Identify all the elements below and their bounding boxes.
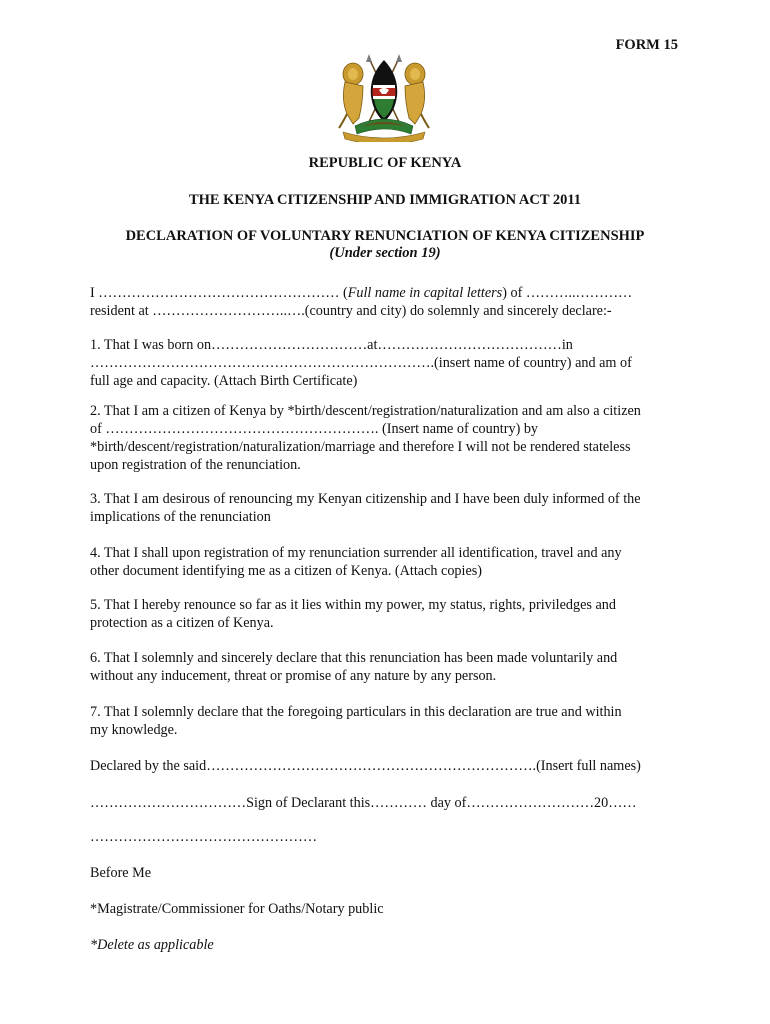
intro-line-1 xyxy=(90,284,682,302)
clause-7-line: my knowledge. xyxy=(90,722,178,738)
clause-1-line: ……………………………………………………………….(insert name of country) and am of xyxy=(90,355,632,371)
clause-5-line: protection as a citizen of Kenya. xyxy=(90,615,274,631)
clause-6-line: without any inducement, threat or promise of any nature by any person. xyxy=(90,668,497,684)
clause-6-line: 6. That I solemnly and sincerely declare that this renunciation has been made voluntarily and xyxy=(90,650,618,666)
republic-heading: REPUBLIC OF KENYA xyxy=(308,155,462,171)
intro-line-1-a: I …………………………………………… ( xyxy=(90,285,348,301)
clause-2-line: *birth/descent/registration/naturalization/marriage and therefore I will not be rendered stateless xyxy=(90,439,631,455)
clause-6 xyxy=(90,649,682,685)
intro-line-1-b: ) of ………..………… xyxy=(502,285,633,301)
section-reference: (Under section 19) xyxy=(329,245,441,261)
intro-line-1-italic: Full name in capital letters xyxy=(347,285,503,301)
clause-1-line: 1. That I was born on……………………………at…………………………………in xyxy=(90,337,573,353)
declared-by-line: Declared by the said…………………………………………………………….(Insert full names) xyxy=(90,758,641,774)
magistrate-label: *Magistrate/Commissioner for Oaths/Notary public xyxy=(90,901,384,917)
clause-1-line: full age and capacity. (Attach Birth Certificate) xyxy=(90,373,358,389)
clause-7-line: 7. That I solemnly declare that the foregoing particulars in this declaration are true and within xyxy=(90,704,622,720)
declaration-title: DECLARATION OF VOLUNTARY RENUNCIATION OF KENYA CITIZENSHIP xyxy=(125,228,645,244)
clause-3-line: 3. That I am desirous of renouncing my Kenyan citizenship and I have been duly informed of the xyxy=(90,491,641,507)
clause-5 xyxy=(90,596,682,632)
clause-2 xyxy=(90,402,682,474)
act-heading: THE KENYA CITIZENSHIP AND IMMIGRATION ACT 2011 xyxy=(188,192,582,208)
before-me-label: Before Me xyxy=(90,865,152,881)
clause-2-line: of …………………………………………………. (Insert name of country) by xyxy=(90,421,539,437)
form-number: FORM 15 xyxy=(615,37,678,53)
clause-2-line: 2. That I am a citizen of Kenya by *birth/descent/registration/naturalization and am also a citizen xyxy=(90,403,641,419)
intro-paragraph xyxy=(90,284,682,320)
clause-2-line: upon registration of the renunciation. xyxy=(90,457,301,473)
clause-1 xyxy=(90,336,682,390)
intro-line-2: resident at ………………………..….(country and city) do solemnly and sincerely declare:- xyxy=(90,303,612,319)
clause-3-line: implications of the renunciation xyxy=(90,509,271,525)
sign-of-declarant-line: ……………………………Sign of Declarant this………… day of………………………20…… xyxy=(90,795,637,811)
clause-4-line: 4. That I shall upon registration of my renunciation surrender all identification, travel and any xyxy=(90,545,622,561)
clause-5-line: 5. That I hereby renounce so far as it lies within my power, my status, rights, priviledges and xyxy=(90,597,616,613)
signature-blank-line: ………………………………………… xyxy=(90,829,317,845)
clause-4-line: other document identifying me as a citizen of Kenya. (Attach copies) xyxy=(90,563,482,579)
delete-note: *Delete as applicable xyxy=(90,937,214,953)
clause-4 xyxy=(90,544,682,580)
kenya-coat-of-arms-icon xyxy=(333,52,435,142)
clause-7 xyxy=(90,703,682,739)
clause-3 xyxy=(90,490,682,526)
